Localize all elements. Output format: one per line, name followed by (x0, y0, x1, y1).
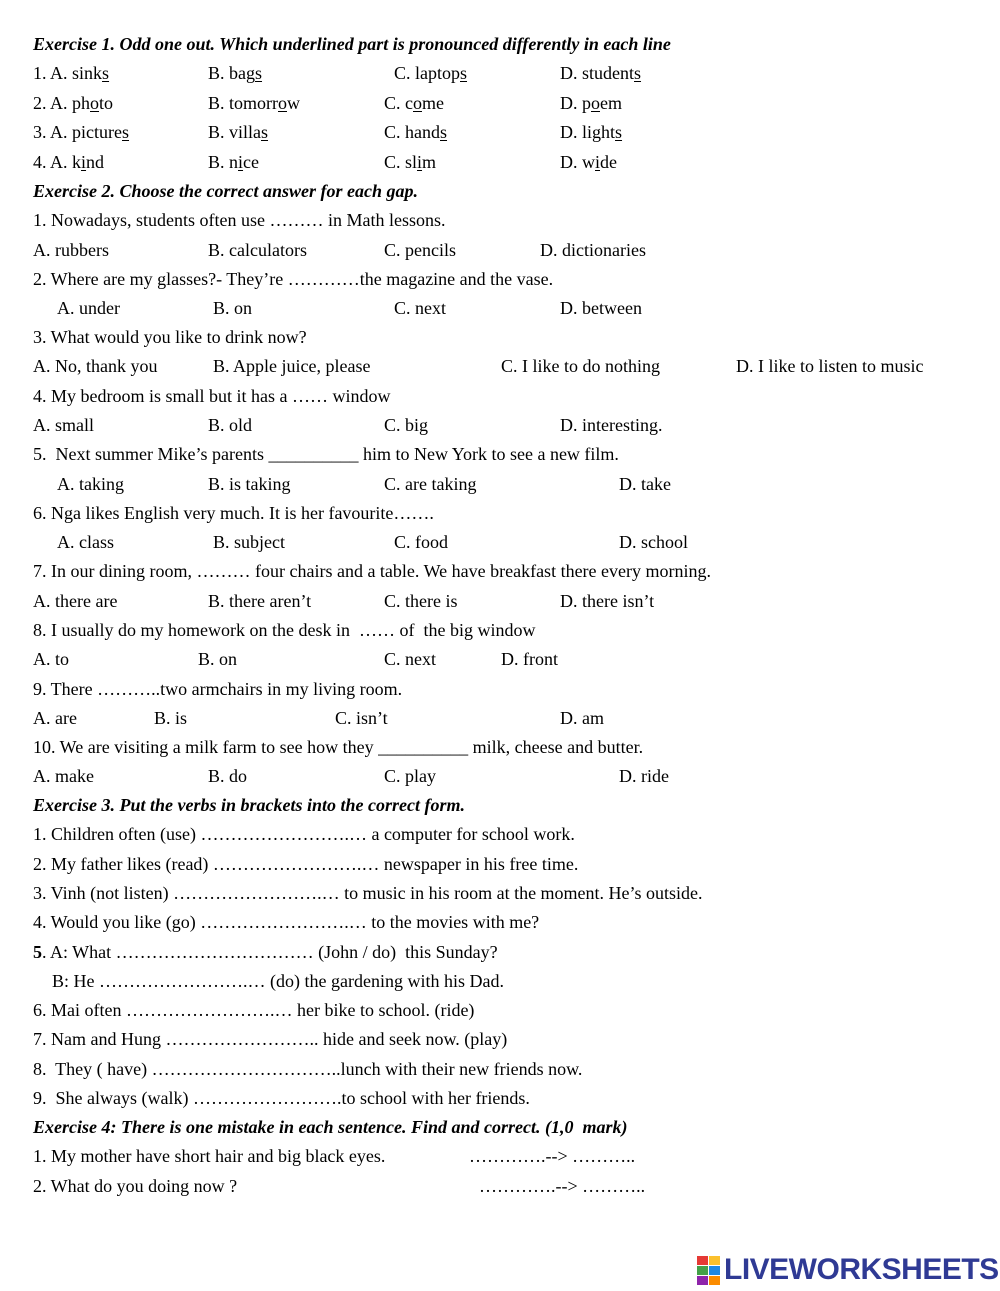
option-a: A. rubbers (33, 240, 109, 260)
option-b: B. tomorrow (208, 93, 300, 113)
verb-sentence-3: 3. Vinh (not listen) …………………….… to music in his room at the moment. He’s outside. (33, 883, 703, 903)
blocks-icon (697, 1256, 720, 1285)
question-10: 10. We are visiting a milk farm to see how they __________ milk, cheese and butter. (33, 737, 644, 757)
option-b: B. on (198, 649, 238, 669)
block (697, 1256, 708, 1265)
option-b: B. is taking (208, 474, 291, 494)
option-b: B. villas (208, 122, 269, 142)
verb-sentence-4: 4. Would you like (go) …………………….… to the movies with me? (33, 912, 540, 932)
option-a: A. to (33, 649, 69, 669)
block (697, 1266, 708, 1275)
option-a: 4. A. kind (33, 152, 105, 172)
option-d: D. wide (560, 152, 618, 172)
block (709, 1276, 720, 1285)
option-b: B. there aren’t (208, 591, 312, 611)
option-b: B. nice (208, 152, 260, 172)
question-3: 3. What would you like to drink now? (33, 327, 307, 347)
option-c: C. are taking (384, 474, 477, 494)
option-b: B. old (208, 415, 253, 435)
option-d: D. front (501, 649, 558, 669)
question-4: 4. My bedroom is small but it has a …… window (33, 386, 391, 406)
option-a: A. under (57, 298, 120, 318)
option-d: D. interesting. (560, 415, 663, 435)
verb-sentence-6: 6. Mai often …………………….… her bike to school. (ride) (33, 1000, 475, 1020)
verb-sentence-5a: 5. A: What …………………………… (John / do) this Sunday? (33, 942, 498, 962)
option-a: A. No, thank you (33, 356, 158, 376)
block (709, 1256, 720, 1265)
correction-blank-1: ………….--> ……….. (469, 1146, 636, 1166)
question-8: 8. I usually do my homework on the desk in …… of the big window (33, 620, 536, 640)
option-a: A. are (33, 708, 77, 728)
option-c: C. next (384, 649, 436, 669)
option-c: C. hands (384, 122, 448, 142)
mistake-sentence-2: 2. What do you doing now ? (33, 1176, 238, 1196)
verb-sentence-1: 1. Children often (use) …………………….… a computer for school work. (33, 824, 575, 844)
option-c: C. play (384, 766, 436, 786)
verb-sentence-9: 9. She always (walk) …………………….to school with her friends. (33, 1088, 530, 1108)
correction-blank-2: ………….--> ……….. (479, 1176, 646, 1196)
exercise-3-title: Exercise 3. Put the verbs in brackets into the correct form. (33, 795, 465, 815)
question-6: 6. Nga likes English very much. It is her favourite……. (33, 503, 434, 523)
option-d: D. students (560, 63, 642, 83)
option-b: B. subject (213, 532, 285, 552)
mistake-sentence-1: 1. My mother have short hair and big black eyes. (33, 1146, 386, 1166)
option-d: D. I like to listen to music (736, 356, 924, 376)
question-5: 5. Next summer Mike’s parents __________ him to New York to see a new film. (33, 444, 619, 464)
option-d: D. school (619, 532, 688, 552)
option-b: B. Apple juice, please (213, 356, 371, 376)
option-b: B. is (154, 708, 188, 728)
option-c: C. next (394, 298, 446, 318)
option-d: D. am (560, 708, 604, 728)
option-a: A. small (33, 415, 94, 435)
question-2: 2. Where are my glasses?- They’re …………the magazine and the vase. (33, 269, 554, 289)
verb-sentence-7: 7. Nam and Hung …………………….. hide and seek now. (play) (33, 1029, 508, 1049)
option-c: C. come (384, 93, 444, 113)
option-d: D. lights (560, 122, 623, 142)
block (709, 1266, 720, 1275)
option-a: 3. A. pictures (33, 122, 130, 142)
verb-sentence-2: 2. My father likes (read) …………………….… newspaper in his free time. (33, 854, 579, 874)
option-c: C. I like to do nothing (501, 356, 660, 376)
option-c: C. isn’t (335, 708, 388, 728)
option-b: B. bags (208, 63, 263, 83)
exercise-4-title: Exercise 4: There is one mistake in each sentence. Find and correct. (1,0 mark) (33, 1117, 628, 1137)
block (697, 1276, 708, 1285)
exercise-1-title: Exercise 1. Odd one out. Which underlined part is pronounced differently in each line (33, 34, 671, 54)
option-b: B. on (213, 298, 253, 318)
option-c: C. laptops (394, 63, 468, 83)
question-9: 9. There ………..two armchairs in my living room. (33, 679, 403, 699)
option-d: D. dictionaries (540, 240, 646, 260)
option-d: D. between (560, 298, 642, 318)
option-c: C. pencils (384, 240, 456, 260)
option-a: 1. A. sinks (33, 63, 110, 83)
option-b: B. do (208, 766, 248, 786)
exercise-2-title: Exercise 2. Choose the correct answer for each gap. (33, 181, 418, 201)
option-b: B. calculators (208, 240, 307, 260)
logo-text: LIVEWORKSHEETS (724, 1253, 999, 1286)
option-d: D. there isn’t (560, 591, 655, 611)
option-a: 2. A. photo (33, 93, 114, 113)
option-c: C. big (384, 415, 429, 435)
question-1: 1. Nowadays, students often use ……… in Math lessons. (33, 210, 446, 230)
option-d: D. take (619, 474, 671, 494)
question-7: 7. In our dining room, ……… four chairs and a table. We have breakfast there every morning. (33, 561, 712, 581)
verb-sentence-8: 8. They ( have) …………………………..lunch with their new friends now. (33, 1059, 583, 1079)
verb-sentence-5b: B: He …………………….… (do) the gardening with his Dad. (52, 971, 504, 991)
option-a: A. make (33, 766, 94, 786)
option-a: A. there are (33, 591, 118, 611)
option-c: C. slim (384, 152, 437, 172)
option-c: C. there is (384, 591, 458, 611)
option-a: A. class (57, 532, 114, 552)
option-d: D. poem (560, 93, 622, 113)
liveworksheets-logo (697, 1253, 999, 1287)
option-d: D. ride (619, 766, 669, 786)
sentence-number: 5 (33, 942, 42, 962)
option-a: A. taking (57, 474, 124, 494)
option-c: C. food (394, 532, 448, 552)
